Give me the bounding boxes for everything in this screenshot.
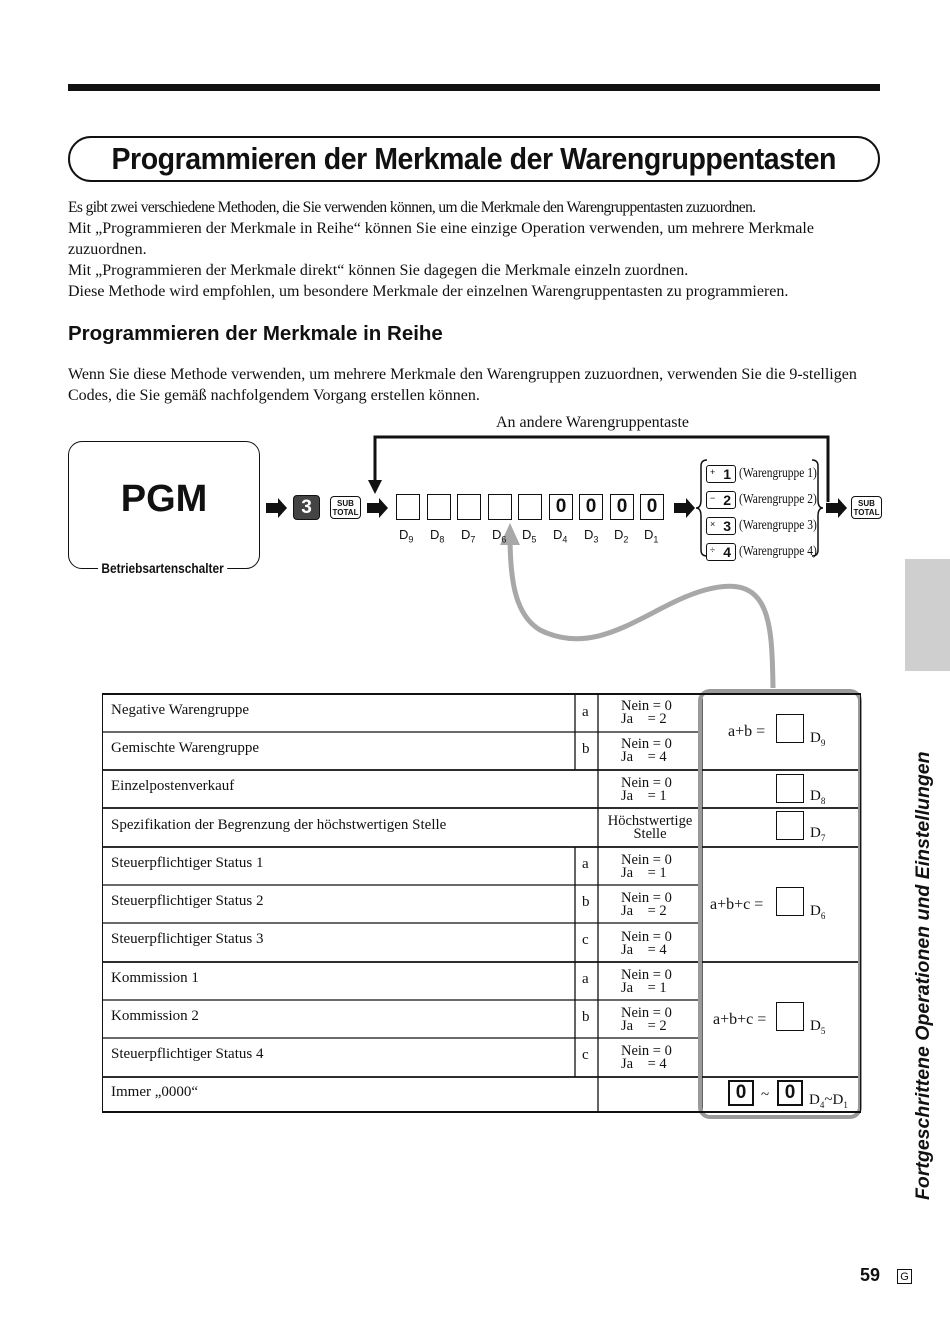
result-box-d5: [776, 1002, 804, 1031]
dept-key-row-4: [706, 541, 834, 563]
formula-d5: a+b+c =: [713, 1011, 767, 1028]
digit-label: $D_7$: [461, 527, 476, 545]
digit-label: $D_8$: [430, 527, 445, 545]
result-box-d7: [776, 811, 804, 840]
digit-label: $D_1$: [644, 527, 659, 545]
dept-key-label: (Warengruppe 1): [739, 466, 817, 481]
dept-key-1: + 1: [706, 465, 736, 483]
table-row-letter: b: [582, 1009, 590, 1025]
digit-label: $D_6$: [492, 527, 507, 545]
intro-line-3: Mit „Programmieren der Merkmale direkt“ können Sie dagegen die Merkmale einzeln zuordnen.: [68, 262, 689, 279]
table-row-letter: a: [582, 704, 589, 720]
dept-key-label: (Warengruppe 4): [739, 544, 817, 559]
table-row-letter: c: [582, 932, 589, 948]
table-row-label: Negative Warengruppe: [111, 702, 250, 718]
table-row-label: Steuerpflichtiger Status 2: [111, 893, 264, 909]
table-row-label: Kommission 2: [111, 1008, 199, 1024]
table-row-letter: a: [582, 971, 589, 987]
arrow-icon: [674, 498, 695, 518]
subtotal-key-line2: TOTAL: [332, 507, 359, 517]
dept-key-4: ÷ 4: [706, 543, 736, 561]
result-label-d6: $D_6$: [810, 903, 826, 921]
table-row-value: Nein = 0 Ja = 2: [621, 890, 672, 919]
table-row-value: Nein = 0 Ja = 1: [621, 775, 672, 804]
table-row-letter: b: [582, 741, 590, 757]
digit-label: $D_4$: [553, 527, 568, 545]
section-heading: Programmieren der Merkmale in Reihe: [68, 322, 443, 345]
subtotal-key-end: SUB TOTAL: [851, 496, 882, 519]
dept-key-row-1: [706, 463, 834, 485]
loop-label: An andere Warengruppentaste: [496, 414, 689, 431]
intro-line-4: Diese Methode wird empfohlen, um besondere Merkmale der einzelnen Warengruppentasten zu programmieren.: [68, 283, 789, 300]
result-box-d9: [776, 714, 804, 743]
dept-key-row-2: [706, 489, 834, 511]
table-row-value: Nein = 0 Ja = 1: [621, 967, 672, 996]
page-title: Programmieren der Merkmale der Warengruppentasten: [111, 141, 837, 176]
side-tab-text: Fortgeschrittene Operationen und Einstellungen: [912, 751, 934, 1200]
result-box-d8: [776, 774, 804, 803]
formula-d9: a+b =: [728, 723, 766, 740]
digit-box-d5: [518, 494, 542, 520]
table-row-value: Nein = 0 Ja = 4: [621, 1043, 672, 1072]
table-row-value: Höchstwertige Stelle: [607, 813, 693, 842]
zero-box-right: 0: [777, 1080, 803, 1106]
digit-box-d8: [427, 494, 451, 520]
table-row-label: Steuerpflichtiger Status 4: [111, 1046, 264, 1062]
digit-label: $D_5$: [522, 527, 537, 545]
table-row-letter: c: [582, 1047, 589, 1063]
table-row-label: Steuerpflichtiger Status 3: [111, 931, 264, 947]
mode-switch-label: Betriebsartenschalter: [98, 560, 227, 576]
arrow-icon: [367, 498, 388, 518]
digit-label: $D_9$: [399, 527, 414, 545]
table-row-value: Nein = 0 Ja = 2: [621, 698, 672, 727]
section-paragraph-text: Wenn Sie diese Methode verwenden, um mehrere Merkmale den Warengruppen zuzuordnen, verwenden Sie die 9-stelligen Codes, die Sie gemäß nachfolgendem Vorgang erstellen können.: [68, 366, 857, 404]
result-label-d5: $D_5$: [810, 1018, 826, 1036]
subtotal-key-line1: SUB: [337, 498, 354, 508]
digit-box-d1: 0: [640, 494, 664, 520]
mode-switch-pgm: PGM: [120, 478, 208, 520]
table-row-value: Nein = 0 Ja = 4: [621, 736, 672, 765]
result-label-d7: $D_7$: [810, 825, 826, 843]
page-number: 59: [860, 1265, 881, 1285]
tilde: ~: [761, 1087, 770, 1103]
digit-box-d4: 0: [549, 494, 573, 520]
subtotal-key: [330, 496, 361, 519]
table-row-letter: b: [582, 894, 590, 910]
loop-arrow-head: [368, 480, 382, 494]
digit-box-d3: 0: [579, 494, 603, 520]
table-row-label: Einzelpostenverkauf: [111, 778, 235, 794]
table-row-label: Kommission 1: [111, 970, 199, 986]
dept-key-label: (Warengruppe 3): [739, 518, 817, 533]
table-row-label: Immer „0000“: [111, 1084, 199, 1100]
digit-box-d9: [396, 494, 420, 520]
digit-box-d7: [457, 494, 481, 520]
dept-key-3: × 3: [706, 517, 736, 535]
table-row-value: Nein = 0 Ja = 2: [621, 1005, 672, 1034]
result-box-d6: [776, 887, 804, 916]
digit-label: $D_2$: [614, 527, 629, 545]
table-row-label: Spezifikation der Begrenzung der höchstwertigen Stelle: [111, 817, 447, 833]
table-row-letter: a: [582, 856, 589, 872]
page-language-badge: G: [897, 1269, 912, 1284]
dept-key-2: − 2: [706, 491, 736, 509]
intro-line-1: Es gibt zwei verschiedene Methoden, die Sie verwenden können, um die Merkmale den Warengruppentasten zuzuordnen.: [68, 199, 756, 216]
dept-key-label: (Warengruppe 2): [739, 492, 817, 507]
table-row-value: Nein = 0 Ja = 4: [621, 929, 672, 958]
zero-box-left: 0: [728, 1080, 754, 1106]
side-tab: [905, 559, 950, 671]
dept-key-row-3: [706, 515, 834, 537]
arrow-icon: [266, 498, 287, 518]
result-label-d8: $D_8$: [810, 788, 826, 806]
table-row-label: Gemischte Warengruppe: [111, 740, 260, 756]
digit-box-d2: 0: [610, 494, 634, 520]
table-row-value: Nein = 0 Ja = 1: [621, 852, 672, 881]
formula-d6: a+b+c =: [710, 896, 764, 913]
result-label-d4d1: $D_4\sim D_1$: [809, 1092, 848, 1110]
digit-box-d6: [488, 494, 512, 520]
digit-label: $D_3$: [584, 527, 599, 545]
result-label-d9: $D_9$: [810, 730, 826, 748]
intro-line-2: Mit „Programmieren der Merkmale in Reihe“ können Sie eine einzige Operation verwenden, um mehrere Merkmale zuzuordnen.: [68, 220, 814, 258]
key-3: 3: [293, 495, 320, 520]
table-row-label: Steuerpflichtiger Status 1: [111, 855, 264, 871]
